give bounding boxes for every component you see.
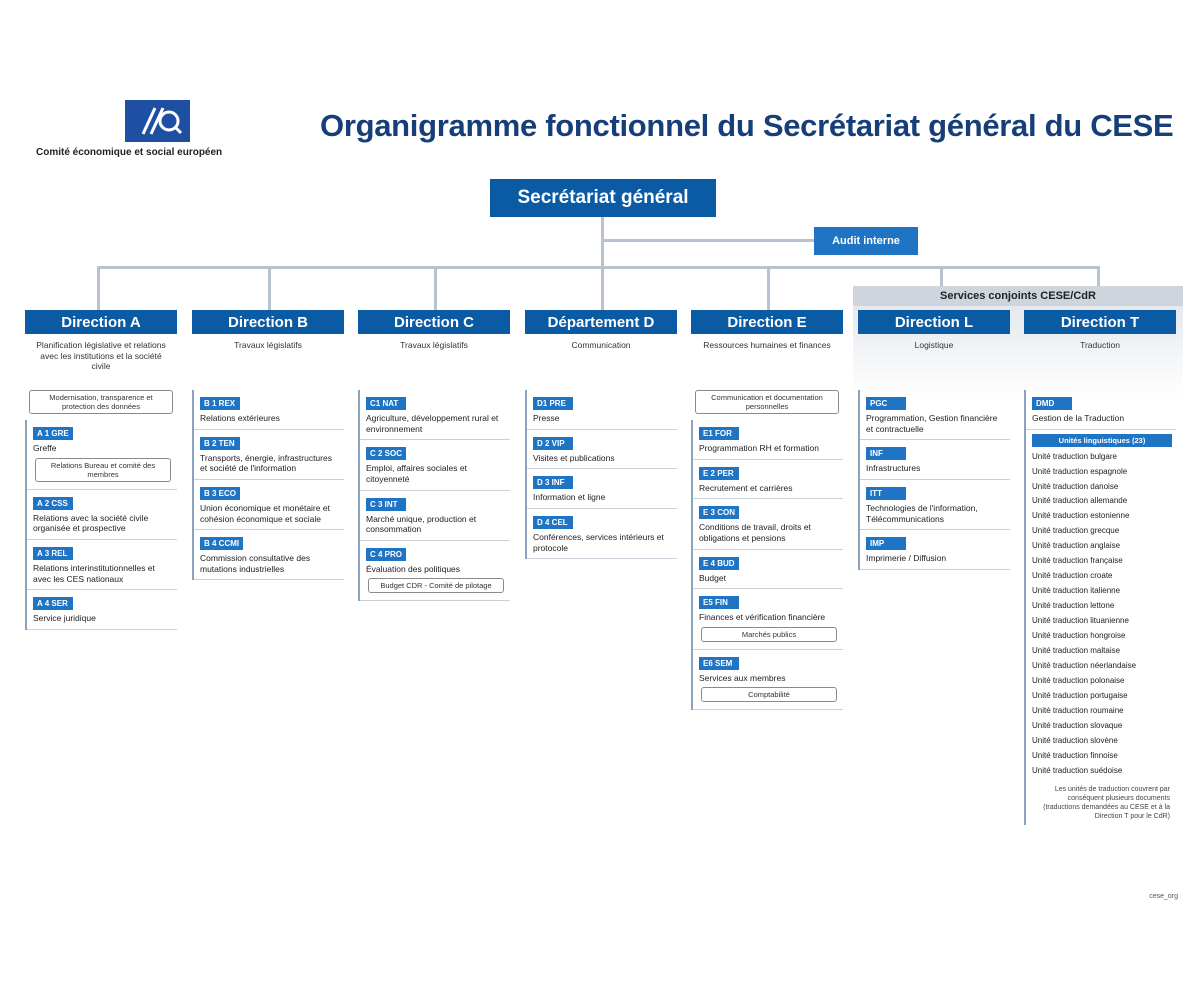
- unit-name: Relations extérieures: [200, 413, 280, 423]
- column-d: [525, 310, 677, 559]
- column-title: Direction A: [25, 310, 177, 334]
- eesc-logo-icon: [125, 100, 190, 142]
- language-unit: Unité traduction roumaine: [1032, 705, 1124, 715]
- language-unit: Unité traduction espagnole: [1032, 466, 1128, 476]
- language-unit: Unité traduction finnoise: [1032, 750, 1118, 760]
- unit-box: [27, 590, 177, 630]
- unit-name: Relations interinstitutionnelles et avec les CES nationaux: [33, 562, 155, 584]
- unit-box: [360, 440, 510, 490]
- unit-box: [194, 390, 344, 430]
- column-top-note: Modernisation, transparence et protection des données: [29, 390, 173, 414]
- column-title: Direction L: [858, 310, 1010, 334]
- unit-code: PGC: [866, 397, 906, 410]
- language-unit: Unité traduction polonaise: [1032, 675, 1125, 685]
- unit-code: E 2 PER: [699, 467, 739, 480]
- column-description: Travaux législatifs: [400, 340, 468, 350]
- column-description: Communication: [571, 340, 631, 350]
- unit-box: [194, 530, 344, 580]
- unit-name: Relations avec la société civile organisée et prospective: [33, 512, 149, 534]
- column-description: Logistique: [914, 340, 954, 350]
- language-unit: Unité traduction suédoise: [1032, 765, 1123, 775]
- unit-box: [194, 480, 344, 530]
- connector-b: [268, 266, 271, 310]
- column-units: [192, 390, 344, 580]
- column-title: Direction B: [192, 310, 344, 334]
- unit-name: Services aux membres: [699, 672, 786, 683]
- column-title: Direction T: [1024, 310, 1176, 334]
- column-units: [1024, 390, 1176, 825]
- column-units: [691, 420, 843, 710]
- language-unit: Unité traduction allemande: [1032, 496, 1128, 506]
- language-unit: Unité traduction danoise: [1032, 481, 1119, 491]
- unit-code: E 3 CON: [699, 506, 739, 519]
- language-unit: Unité traduction estonienne: [1032, 511, 1130, 521]
- language-unit: Unité traduction slovène: [1032, 735, 1118, 745]
- unit-code: E5 FIN: [699, 596, 739, 609]
- column-b: [192, 310, 344, 580]
- unit-code: B 2 TEN: [200, 437, 240, 450]
- unit-name: Recrutement et carrières: [699, 482, 793, 493]
- language-unit: Unité traduction grecque: [1032, 526, 1120, 536]
- eesc-logo-graphic: [125, 100, 190, 142]
- unit-box: [860, 390, 1010, 440]
- unit-note: Marchés publics: [701, 627, 837, 642]
- column-c: [358, 310, 510, 601]
- unit-note: Relations Bureau et comité des membres: [35, 458, 171, 482]
- column-top-note: Communication et documentation personnelles: [695, 390, 839, 414]
- unit-note: Budget CDR - Comité de pilotage: [368, 578, 504, 593]
- unit-code: B 3 ECO: [200, 487, 240, 500]
- unit-box: [360, 491, 510, 541]
- unit-code: B 4 CCMI: [200, 537, 243, 550]
- unit-box: [360, 390, 510, 440]
- language-unit: Unité traduction portugaise: [1032, 690, 1128, 700]
- unit-name: Technologies de l'information, Télécommunications: [866, 502, 978, 524]
- unit-code: A 4 SER: [33, 597, 73, 610]
- page-title: Organigramme fonctionnel du Secrétariat général du CESE: [320, 108, 1174, 143]
- unit-box: [527, 509, 677, 559]
- unit-code: C 3 INT: [366, 498, 406, 511]
- unit-code: A 1 GRE: [33, 427, 73, 440]
- language-unit: Unité traduction bulgare: [1032, 451, 1117, 461]
- language-units-note: Les unités de traduction couvrent par conséquent plusieurs documents (traductions demandées au CESE et à la Direction T pour le CdR): [1043, 785, 1170, 820]
- unit-code: E6 SEM: [699, 657, 739, 670]
- unit-name: Évaluation des politiques: [366, 563, 461, 574]
- page-reference: cese_org: [1149, 893, 1178, 900]
- column-description: Planification législative et relations avec les institutions et la société civile: [36, 340, 166, 372]
- column-title: Département D: [525, 310, 677, 334]
- internal-audit-box: Audit interne: [814, 227, 918, 255]
- unit-name: Information et ligne: [533, 492, 606, 503]
- column-e: [691, 310, 843, 710]
- unit-name: Infrastructures: [866, 463, 921, 474]
- unit-name: Commission consultative des mutations industrielles: [200, 553, 311, 574]
- unit-code: E1 FOR: [699, 427, 739, 440]
- connector-audit: [603, 239, 814, 242]
- unit-name: Emploi, affaires sociales et citoyenneté: [366, 463, 467, 484]
- unit-name: Union économique et monétaire et cohésion économique et sociale: [200, 502, 330, 524]
- unit-name: Conditions de travail, droits et obligations et pensions: [699, 522, 811, 543]
- unit-box: [693, 650, 843, 711]
- unit-code: D 2 VIP: [533, 437, 573, 450]
- unit-box: [360, 541, 510, 602]
- unit-box: [27, 420, 177, 490]
- column-l: [858, 310, 1010, 570]
- unit-box: [194, 430, 344, 480]
- unit-name: Presse: [533, 413, 560, 423]
- unit-code: A 3 REL: [33, 547, 73, 560]
- unit-name: Programmation, Gestion financière et contractuelle: [866, 413, 998, 434]
- unit-name: Conférences, services intérieurs et protocole: [533, 531, 664, 553]
- connector-e: [767, 266, 770, 310]
- column-description: Traduction: [1080, 340, 1120, 350]
- unit-name: Imprimerie / Diffusion: [866, 553, 947, 564]
- language-unit: Unité traduction lettone: [1032, 601, 1115, 611]
- unit-box: [693, 420, 843, 460]
- unit-code: A 2 CSS: [33, 497, 73, 510]
- unit-note: Comptabilité: [701, 687, 837, 702]
- unit-code: ITT: [866, 487, 906, 500]
- unit-code: D 3 INF: [533, 476, 573, 489]
- connector-horizontal: [97, 266, 1100, 269]
- unit-name: Budget: [699, 572, 726, 583]
- unit-code: C 2 SOC: [366, 447, 406, 460]
- unit-code: E 4 BUD: [699, 557, 739, 570]
- column-units: [25, 420, 177, 630]
- language-unit: Unité traduction anglaise: [1032, 541, 1121, 551]
- unit-box: [27, 490, 177, 540]
- column-units: [358, 390, 510, 601]
- language-unit: Unité traduction croate: [1032, 571, 1113, 581]
- secretariat-general-box: Secrétariat général: [490, 179, 716, 217]
- unit-name: Agriculture, développement rural et environnement: [366, 413, 499, 434]
- unit-code: INF: [866, 447, 906, 460]
- unit-box: [1026, 390, 1176, 430]
- unit-box: [860, 480, 1010, 530]
- unit-name: Gestion de la Traduction: [1032, 413, 1125, 423]
- connector-a: [97, 266, 100, 310]
- column-a: [25, 310, 177, 630]
- language-unit: Unité traduction slovaque: [1032, 720, 1123, 730]
- organization-name: Comité économique et social européen: [36, 147, 223, 158]
- unit-code: IMP: [866, 537, 906, 550]
- column-units: [525, 390, 677, 559]
- unit-code: C 4 PRO: [366, 548, 406, 561]
- unit-name: Transports, énergie, infrastructures et société de l'information: [200, 452, 332, 474]
- unit-box: [860, 440, 1010, 480]
- language-unit: Unité traduction néerlandaise: [1032, 660, 1137, 670]
- language-units-heading: Unités linguistiques (23): [1032, 434, 1172, 447]
- column-t: [1024, 310, 1176, 825]
- unit-name: Service juridique: [33, 613, 96, 624]
- language-unit: Unité traduction italienne: [1032, 586, 1121, 596]
- language-unit: Unité traduction lituanienne: [1032, 616, 1129, 626]
- unit-name: Visites et publications: [533, 452, 615, 463]
- unit-name: Programmation RH et formation: [699, 443, 819, 453]
- column-units: [858, 390, 1010, 570]
- language-unit: Unité traduction hongroise: [1032, 631, 1126, 641]
- connector-shared: [940, 266, 943, 286]
- connector-d: [601, 266, 604, 310]
- language-unit: Unité traduction française: [1032, 556, 1123, 566]
- unit-name: Greffe: [33, 443, 57, 453]
- shared-services-band: Services conjoints CESE/CdR: [853, 286, 1183, 306]
- language-unit: Unité traduction maltaise: [1032, 646, 1121, 656]
- unit-box: [527, 390, 677, 430]
- unit-code: D1 PRE: [533, 397, 573, 410]
- unit-box: [693, 589, 843, 650]
- column-description: Travaux législatifs: [234, 340, 302, 350]
- unit-box: [693, 460, 843, 500]
- unit-box: [527, 430, 677, 470]
- unit-code: B 1 REX: [200, 397, 240, 410]
- unit-box: [693, 550, 843, 590]
- unit-box: [27, 540, 177, 590]
- unit-code: C1 NAT: [366, 397, 406, 410]
- unit-code: D 4 CEL: [533, 516, 573, 529]
- connector-sg-down: [601, 217, 604, 269]
- column-description: Ressources humaines et finances: [703, 340, 831, 350]
- column-title: Direction C: [358, 310, 510, 334]
- connector-c: [434, 266, 437, 310]
- unit-box: [860, 530, 1010, 570]
- unit-code: DMD: [1032, 397, 1072, 410]
- unit-box: [693, 499, 843, 549]
- column-title: Direction E: [691, 310, 843, 334]
- unit-name: Finances et vérification financière: [699, 612, 826, 623]
- unit-box: [527, 469, 677, 509]
- unit-name: Marché unique, production et consommation: [366, 513, 477, 535]
- connector-shared-right: [1097, 266, 1100, 286]
